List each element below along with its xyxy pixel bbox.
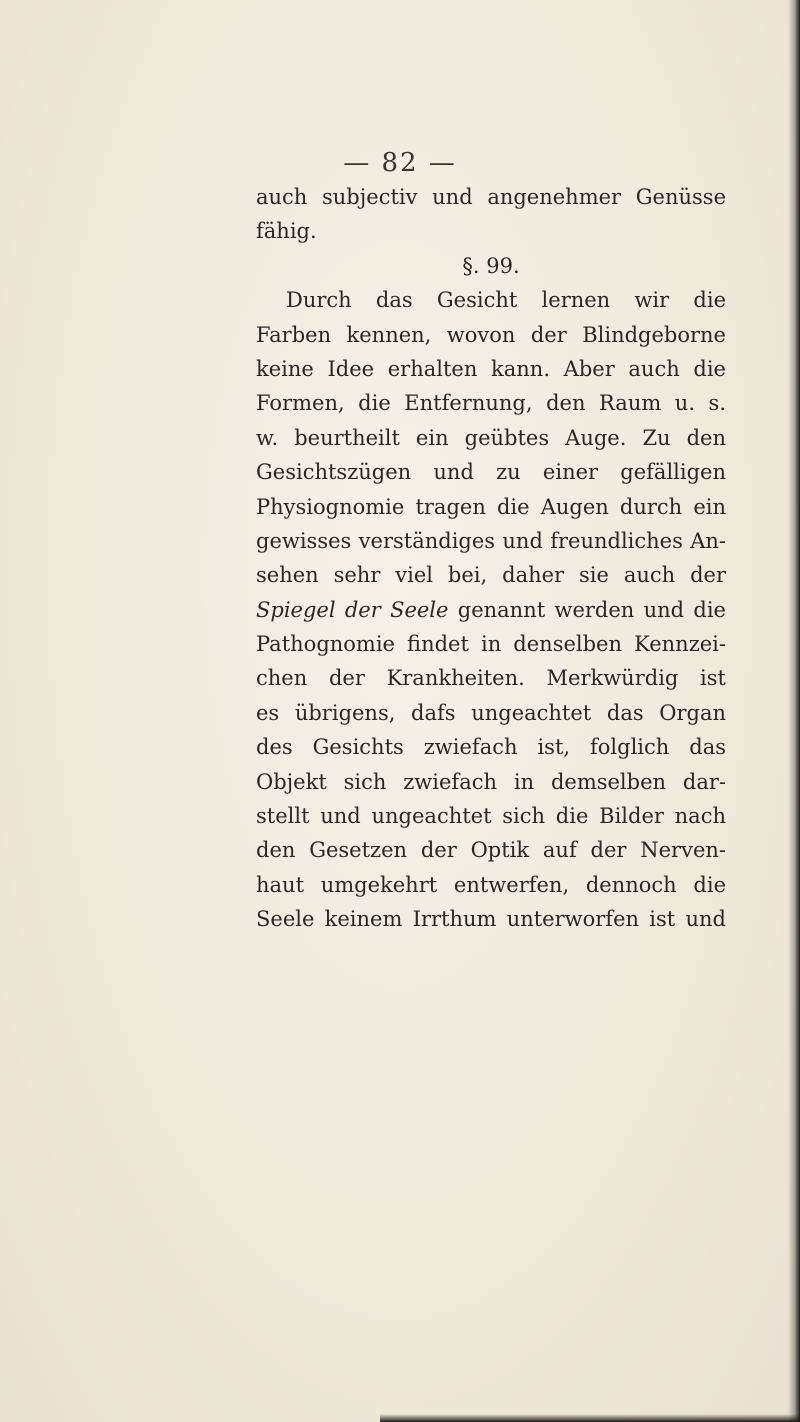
page-binding-shadow <box>788 0 800 1422</box>
text-line-4: Durch das Gesicht lernen wir die <box>286 288 726 313</box>
text-line-21: haut umgekehrt entwerfen, dennoch die <box>256 872 726 897</box>
italic-phrase: Spiegel der Seele <box>256 597 449 622</box>
text-line-6: keine Idee erhalten kann. Aber auch die <box>256 356 726 381</box>
page-number: — 82 — <box>343 148 457 178</box>
text-line-12: sehen sehr viel bei, daher sie auch der <box>256 563 726 588</box>
section-heading: §. 99. <box>462 253 520 278</box>
text-line-13 <box>256 593 726 627</box>
text-line-17: des Gesichts zwiefach ist, folglich das <box>256 735 726 760</box>
text-line-13-rest: genannt werden und die <box>457 597 726 622</box>
text-line-19: stellt und ungeachtet sich die Bilder nach <box>256 804 726 829</box>
text-line-2: fähig. <box>256 219 317 244</box>
body-text <box>256 180 726 937</box>
text-line-5: Farben kennen, wovon der Blindgeborne <box>256 322 726 347</box>
text-line-7: Formen, die Entfernung, den Raum u. s. <box>256 391 726 416</box>
text-line-1: auch subjectiv und angenehmer Genüsse <box>256 185 726 209</box>
text-line-14: Pathognomie findet in denselben Kennzei- <box>256 632 726 657</box>
text-line-20: den Gesetzen der Optik auf der Nerven- <box>256 838 726 863</box>
page-bottom-shadow <box>380 1414 800 1422</box>
text-line-16: es übrigens, dafs ungeachtet das Organ <box>256 700 726 725</box>
text-line-8: w. beurtheilt ein geübtes Auge. Zu den <box>256 425 726 450</box>
text-line-18: Objekt sich zwiefach in demselben dar- <box>256 769 726 794</box>
text-line-22: Seele keinem Irrthum unterworfen ist und <box>256 907 726 932</box>
text-line-15: chen der Krankheiten. Merkwürdig ist <box>256 666 726 691</box>
text-line-9: Gesichtszügen und zu einer gefälligen <box>256 460 726 485</box>
text-line-11: gewisses verständiges und freundliches An- <box>256 528 726 553</box>
text-line-10: Physiognomie tragen die Augen durch ein <box>256 494 726 519</box>
